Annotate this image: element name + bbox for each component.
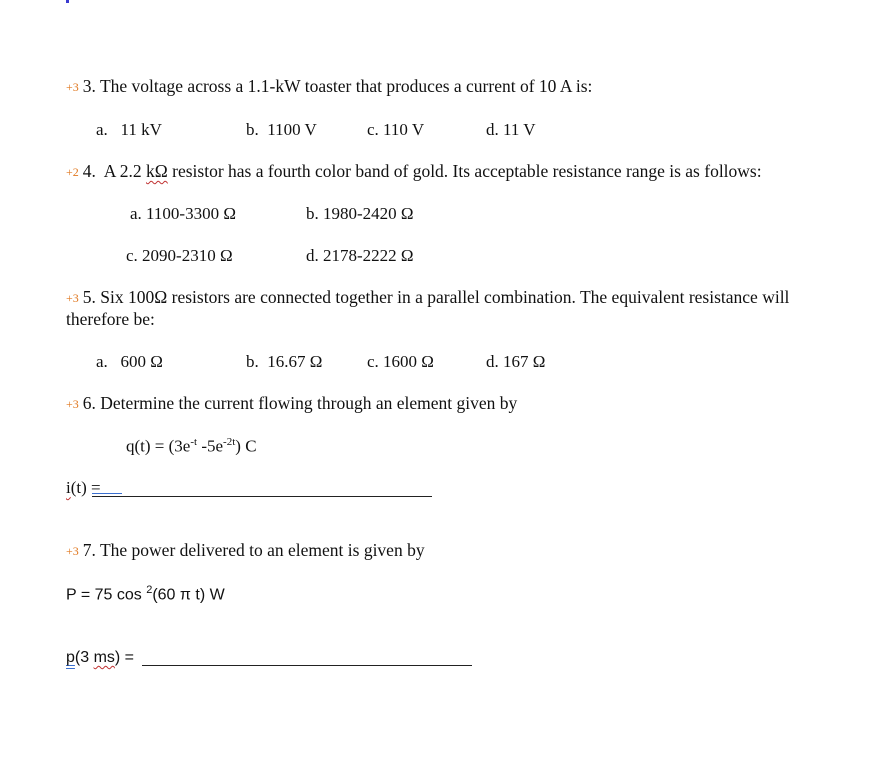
answer-label-text: (3 [74,649,94,666]
blue-underline-mark [92,493,122,494]
points-badge: +2 [66,165,79,179]
question-text: 7. The power delivered to an element is given by [82,540,425,560]
points-badge: +3 [66,544,79,558]
answer-label-text: (t) = [70,478,101,497]
option-value: 11 V [503,120,536,139]
option-letter: a. [96,352,108,371]
question-5-line2: therefore be: [66,309,155,329]
option-value: 167 Ω [503,352,546,371]
cursor-mark [66,0,69,3]
q6-answer-label [66,478,101,498]
q4-option-c[interactable]: c. 2090-2310 Ω [126,246,233,265]
eq-exponent: -2t [223,436,236,448]
question-text: 6. Determine the current flowing through an element given by [82,393,518,413]
q6-equation [126,436,257,457]
option-letter: b. [246,352,259,371]
question-text-cont: resistor has a fourth color band of gold. Its acceptable resistance range is as follows: [167,161,762,181]
q4-option-d[interactable]: d. 2178-2222 Ω [306,246,414,265]
eq-exponent: -t [190,436,198,448]
points-badge: +3 [66,397,79,411]
q3-option-a[interactable] [96,120,162,140]
q4-option-b[interactable]: b. 1980-2420 Ω [306,204,414,223]
option-letter: c. [367,120,379,139]
question-text: 3. The voltage across a 1.1-kW toaster that produces a current of 10 A is: [82,76,593,96]
answer-var: p [66,649,75,666]
option-value: 600 Ω [120,352,163,371]
q7-answer-field[interactable] [142,665,472,666]
points-badge: +3 [66,80,79,94]
question-3 [66,76,592,97]
eq-part: ) C [235,436,257,456]
option-letter: d. [486,352,499,371]
points-badge: +3 [66,291,79,305]
option-value: 110 V [383,120,425,139]
answer-label-text: ) = [114,649,135,666]
eq-exponent: 2 [146,584,153,596]
q5-option-b[interactable] [246,352,322,372]
question-4 [66,161,762,182]
option-letter: c. [367,352,379,371]
eq-part: (60 π t) W [152,586,225,604]
option-letter: a. [96,120,108,139]
eq-part: q(t) = (3e [126,436,191,456]
option-letter: b. [246,120,259,139]
q7-answer-label [66,649,134,667]
question-5 [66,287,789,308]
option-value: 16.67 Ω [267,352,323,371]
option-value: 1100 V [267,120,317,139]
question-6 [66,393,517,414]
question-7 [66,540,425,561]
question-text: 5. Six 100Ω resistors are connected together in a parallel combination. The equivalent resistance will [82,287,790,307]
q5-option-d[interactable] [486,352,545,372]
unit-kohm: kΩ [146,161,168,181]
answer-unit: ms [93,649,115,666]
answer-var: i [66,478,71,497]
option-value: 1600 Ω [383,352,434,371]
q7-equation [66,584,225,604]
eq-part: -5e [197,436,224,456]
option-value: 11 kV [120,120,162,139]
question-text: 4. A 2.2 [82,161,146,181]
eq-part: P = 75 cos [66,586,147,604]
q3-option-c[interactable] [367,120,424,140]
q4-option-a[interactable]: a. 1100-3300 Ω [130,204,236,223]
q3-option-b[interactable] [246,120,317,140]
q5-option-a[interactable] [96,352,163,372]
q5-option-c[interactable] [367,352,434,372]
option-letter: d. [486,120,499,139]
q3-option-d[interactable] [486,120,536,140]
q6-answer-field[interactable] [92,496,432,497]
